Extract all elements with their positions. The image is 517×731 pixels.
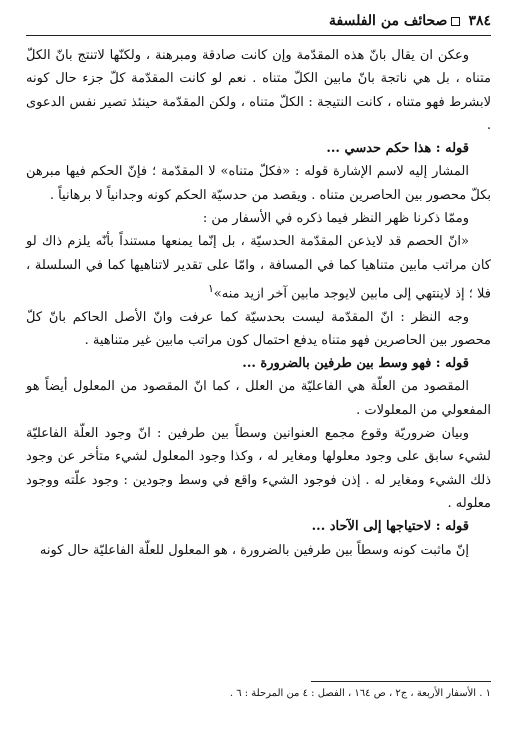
paragraph: وممّا ذكرنا ظهر النظر فيما ذكره في الأسفار من :: [202, 211, 469, 227]
commentary-heading: قوله : فهو وسط بين طرفين بالضرورة ...: [242, 356, 469, 372]
footnote-marker: ١: [207, 281, 214, 295]
paragraph: المشار إليه لاسم الإشارة قوله : «فكلّ متناه» لا المقدّمة ؛ فإنّ الحكم فيها مبرهن بكلّ محصور بين الحاصرين متناه . ويقصد من حدسيّة الحكم كونه وجدانياً لا برهانياً .: [26, 164, 491, 203]
paragraph: إنّ ماثبت كونه وسطاً بين طرفين بالضرورة ، هو المعلول للعلّة الفاعليّة حال كونه: [39, 542, 469, 558]
quotation-text: «انّ الحصم قد لايذعن المقدّمة الحدسيّة ، بل إنّما يمنعها مستنداً بأنّه يلزم ذاك لو كان مراتب مابين متناهيا كما في المسافة ، وامّا على تقدير لاتناهيها كما في السلسلة ، فلا ؛ إذ لاينتهي إلى مابين لايوجد مابين آخر ازيد منه»: [26, 234, 491, 302]
paragraph: وجه النظر : انّ المقدّمة ليست بحدسيّة كما عرفت وانّ الأصل الحاكم بانّ كلّ محصور بين الحاصرين فهو متناه يدفع احتمال كون مراتب مابين غير متناهية .: [26, 309, 491, 348]
footnote-rule: [311, 681, 491, 682]
header-rule: [26, 35, 491, 36]
paragraph: المقصود من العلّة هي الفاعليّة من العلل ، كما انّ المقصود من المعلول أيضاً هو المفعولي من المعلولات .: [26, 379, 491, 418]
square-separator-icon: [451, 17, 460, 26]
commentary-heading: قوله : لاحتياجها إلى الآحاد ...: [311, 519, 469, 535]
commentary-heading: قوله : هذا حكم حدسي ...: [326, 141, 469, 157]
running-header: [26, 10, 491, 32]
footnote: ١ . الأسفار الأربعة ، ج٢ ، ص ١٦٤ ، الفصل : ٤ من المرحلة : ٦ .: [229, 688, 491, 699]
page-body: [26, 44, 491, 562]
paragraph: وعكن ان يقال بانّ هذه المقدّمة وإن كانت صادقة ومبرهنة ، ولكنّها لاتنتج بانّ الكلّ متناه ، بل هي ناتجة بانّ مابين الكلّ متناه . نعم لو كانت المقدّمة كلّ جزء حال كونه لابشرط فهو متناه ، كانت النتيجة : الكلّ متناه ، ولكن المقدّمة حينئذ تصير نفس الدعوى .: [26, 48, 491, 133]
page-number: ٣٨٤: [468, 13, 491, 29]
running-title: صحائف من الفلسفة: [329, 13, 448, 29]
quotation: [26, 230, 491, 305]
paragraph: وبيان ضروريّة وقوع مجمع العنوانين وسطاً بين طرفين : انّ وجود العلّة الفاعليّة لشيء سابق على وجود معلولها ومغاير له ، وكذا وجود المعلول لشيء متأخر عن وجود ذلك الشيء ومغاير له . إذن فوجود الشيء واقع في وسط وجودين : وجود علّته ووجود معلوله .: [26, 426, 491, 511]
